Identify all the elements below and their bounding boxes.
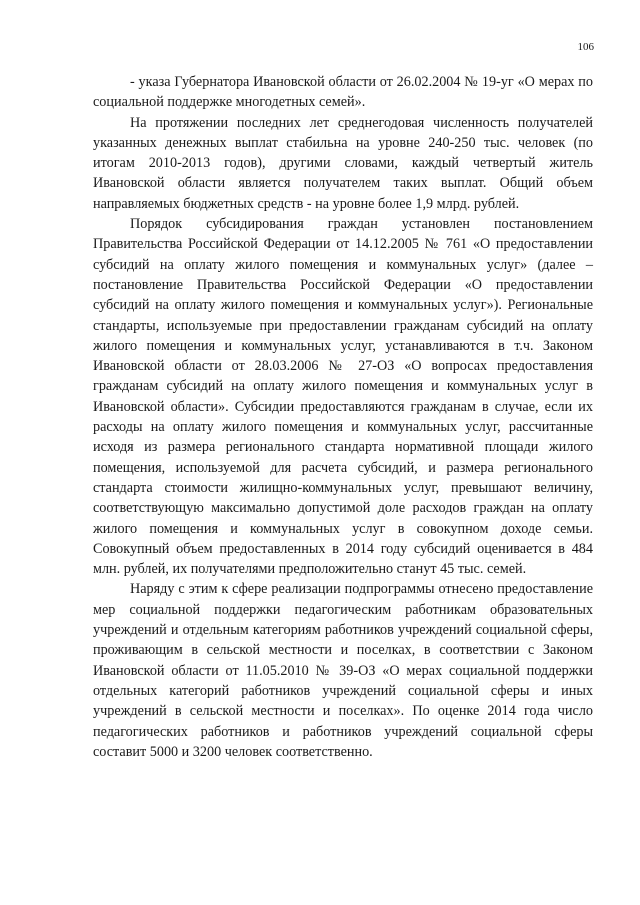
page-number: 106	[577, 41, 594, 53]
paragraph-decree-item: - указа Губернатора Ивановской области от 26.02.2004 № 19-уг «О мерах по социальной поддержке многодетных семей».	[93, 74, 593, 111]
paragraph-recipients: На протяжении последних лет среднегодовая численность получателей указанных денежных выплат стабильна на уровне 240-250 тыс. человек (по итогам 2010-2013 годов), другими словами, каждый четвертый житель Ивановской области является получателем таких выплат. Общий объем направляемых бюджетных средств - на уровне более 1,9 млрд. рублей.	[93, 114, 593, 212]
paragraph-social-support: Наряду с этим к сфере реализации подпрограммы отнесено предоставление мер социальной поддержки педагогическим работникам образовательных учреждений и отдельным категориям работников учреждений социальной сферы, проживающим в сельской местности и поселках, в соответствии с Законом Ивановской области от 11.05.2010 № 39-ОЗ «О мерах социальной поддержки отдельных категорий работников учреждений социальной сферы и иных учреждений в сельской местности и поселках». По оценке 2014 года число педагогических работников и работников учреждений социальной сферы составит 5000 и 3200 человек соответственно.	[93, 581, 593, 760]
paragraph-subsidies: Порядок субсидирования граждан установлен постановлением Правительства Российской Федерации от 14.12.2005 № 761 «О предоставлении субсидий на оплату жилого помещения и коммунальных услуг» (далее – постановление Правительства Российской Федерации «О предоставлении субсидий на оплату жилого помещения и коммунальных услуг»). Региональные стандарты, используемые при предоставлении гражданам субсидий на оплату жилого помещения и коммунальных услуг, устанавливаются в т.ч. Законом Ивановской области от 28.03.2006 № 27-ОЗ «О вопросах предоставления гражданам субсидий на оплату жилого помещения и коммунальных услуг в Ивановской области». Субсидии предоставляются гражданам в случае, если их расходы на оплату жилого помещения и коммунальных услуг, рассчитанные исходя из размера регионального стандарта нормативной площади жилого помещения, используемой для расчета субсидий, и размера регионального стандарта стоимости жилищно-коммунальных услуг, превышают величину, соответствующую максимально допустимой доле расходов граждан на оплату жилого помещения и коммунальных услуг в совокупном доходе семьи. Совокупный объем предоставленных в 2014 году субсидий оценивается в 484 млн. рублей, их получателями предположительно станут 45 тыс. семей.	[93, 216, 593, 578]
document-body	[93, 72, 593, 762]
